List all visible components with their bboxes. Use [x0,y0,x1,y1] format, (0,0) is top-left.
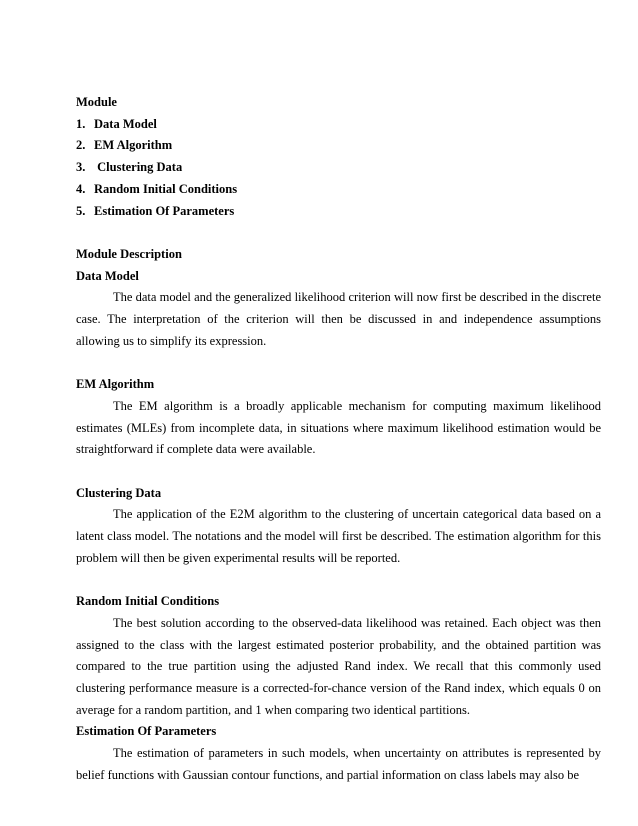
module-number: 5. [76,203,86,218]
module-label: EM Algorithm [94,138,173,153]
section-data-model [76,266,601,353]
section-clustering-data [76,483,601,570]
section-em-algorithm [76,374,601,461]
module-number: 1. [76,116,86,131]
section-title: Clustering Data [76,485,162,500]
section-random-initial-conditions [76,591,601,721]
section-estimation-of-parameters [76,721,601,786]
module-list-item [76,179,601,201]
document-page [76,92,601,786]
module-list-item [76,157,601,179]
module-list-item [76,135,601,157]
module-number: 2. [76,138,86,153]
section-title: Estimation Of Parameters [76,724,217,739]
section-title: Random Initial Conditions [76,594,220,609]
module-label: Clustering Data [94,160,183,175]
section-title: EM Algorithm [76,377,155,392]
section-title: Data Model [76,268,139,283]
module-label: Random Initial Conditions [94,181,238,196]
module-list-item [76,201,601,223]
module-description-heading: Module Description [76,246,182,261]
section-body: The best solution according to the observed-data likelihood was retained. Each object was then assigned to the class with the largest estimated posterior probability, and the obtained partition was compared to the true partition using the adjusted Rand index. We recall that this commonly used clustering performance measure is a corrected-for-chance version of the Rand index, which equals 0 on average for a random partition, and 1 when comparing two identical partitions. [76,615,601,717]
module-list-item [76,114,601,136]
section-body: The EM algorithm is a broadly applicable mechanism for computing maximum likelihood estimates (MLEs) from incomplete data, in situations where maximum likelihood estimation would be straightforward if complete data were available. [76,398,601,457]
section-body: The application of the E2M algorithm to the clustering of uncertain categorical data based on a latent class model. The notations and the model will first be described. The estimation algorithm for this problem will then be given experimental results will be reported. [76,507,601,565]
section-body: The estimation of parameters in such models, when uncertainty on attributes is represented by belief functions with Gaussian contour functions, and partial information on class labels may also be [76,746,601,782]
module-heading: Module [76,95,117,109]
module-number: 4. [76,181,86,196]
module-label: Data Model [94,116,157,131]
module-label: Estimation Of Parameters [94,203,235,218]
module-list [76,114,601,223]
section-body: The data model and the generalized likelihood criterion will now first be described in the discrete case. The interpretation of the criterion will then be discussed in and independence assumptions allowing us to simplify its expression. [76,290,601,348]
module-number: 3. [76,160,86,175]
